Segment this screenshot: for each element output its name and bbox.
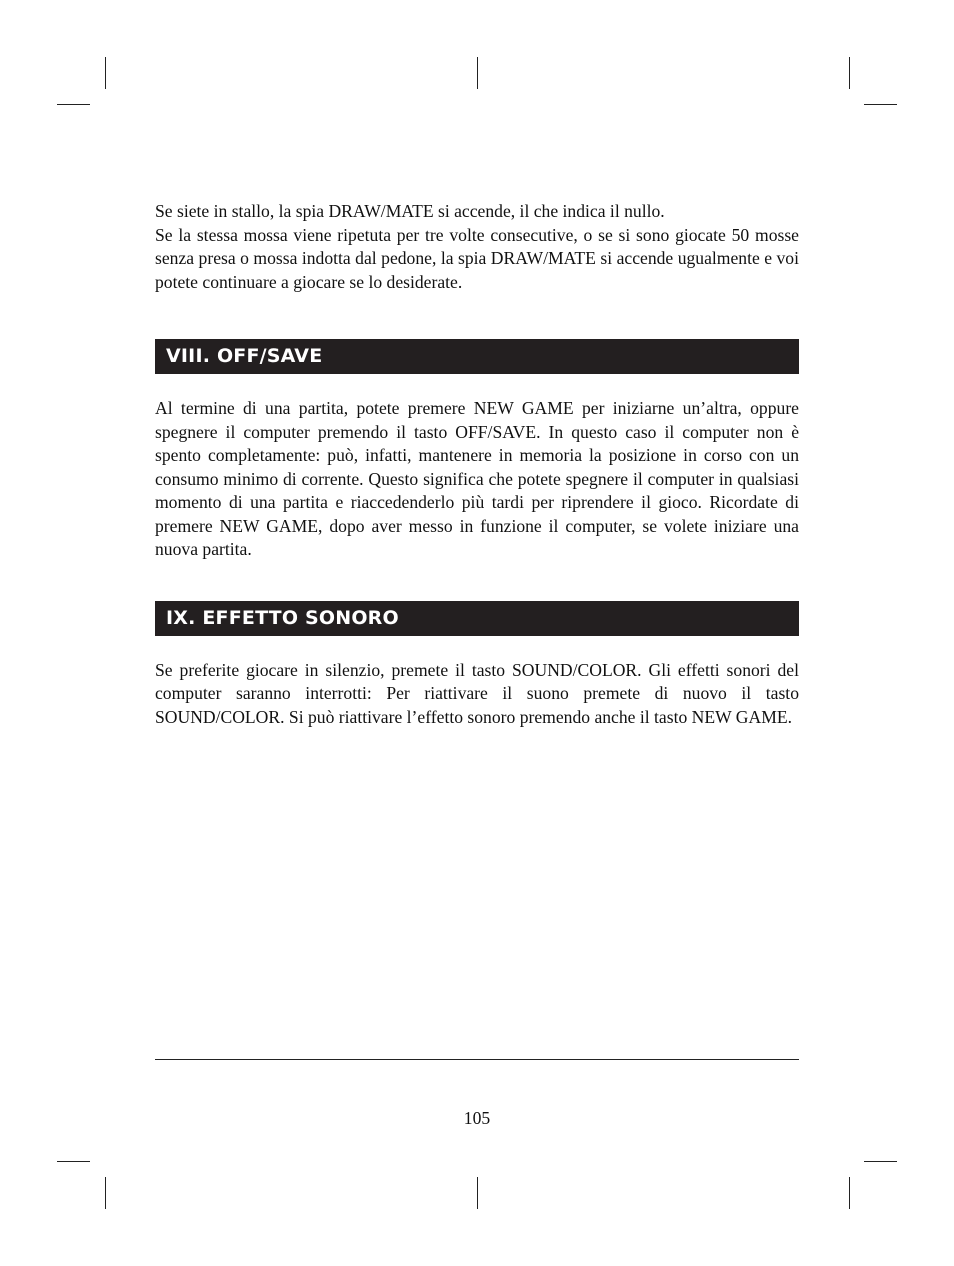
crop-mark <box>849 57 850 89</box>
section-body-effetto-sonoro: Se preferite giocare in silenzio, premete il tasto SOUND/COLOR. Gli effetti sonori del computer saranno interrotti: Per riattivare il suono premete di nuovo il tasto SOUND/COLOR. Si può riattivare l’effetto sonoro premendo anche il tasto NEW GAME. <box>155 659 799 727</box>
crop-mark <box>57 104 90 105</box>
crop-mark <box>864 104 897 105</box>
crop-mark <box>105 1177 106 1209</box>
footer-rule <box>155 1059 799 1060</box>
crop-mark <box>57 1161 90 1162</box>
crop-mark <box>477 1177 478 1209</box>
page-number: 105 <box>463 1108 491 1128</box>
crop-mark <box>105 57 106 89</box>
section-heading-effetto-sonoro: IX. EFFETTO SONORO <box>155 601 799 636</box>
section-body-off-save: Al termine di una partita, potete premere NEW GAME per iniziarne un’altra, oppure spegnere il computer premendo il tasto OFF/SAVE. In questo caso il computer non è spento completamente: può, infatti, mantenere in memoria la posizione in corso con un consumo minimo di corrente. Questo significa che potete spegnere il computer in qualsiasi momento di una partita e riaccedenderlo più tardi per riprendere il gioco. Ricordate di premere NEW GAME, dopo aver messo in funzione il computer, se volete iniziare una nuova partita. <box>155 398 799 559</box>
page-content <box>155 200 799 729</box>
section-heading-off-save: VIII. OFF/SAVE <box>155 339 799 374</box>
crop-mark <box>864 1161 897 1162</box>
intro-paragraph-2: Se la stessa mossa viene ripetuta per tre volte consecutive, o se si sono giocate 50 mosse senza presa o mossa indotta dal pedone, la spia DRAW/MATE si accende ugualmente e voi potete continuare a giocare se lo desiderate. <box>155 224 799 292</box>
crop-mark <box>849 1177 850 1209</box>
intro-paragraph-1: Se siete in stallo, la spia DRAW/MATE si accende, il che indica il nullo. <box>155 201 665 221</box>
crop-mark <box>477 57 478 89</box>
